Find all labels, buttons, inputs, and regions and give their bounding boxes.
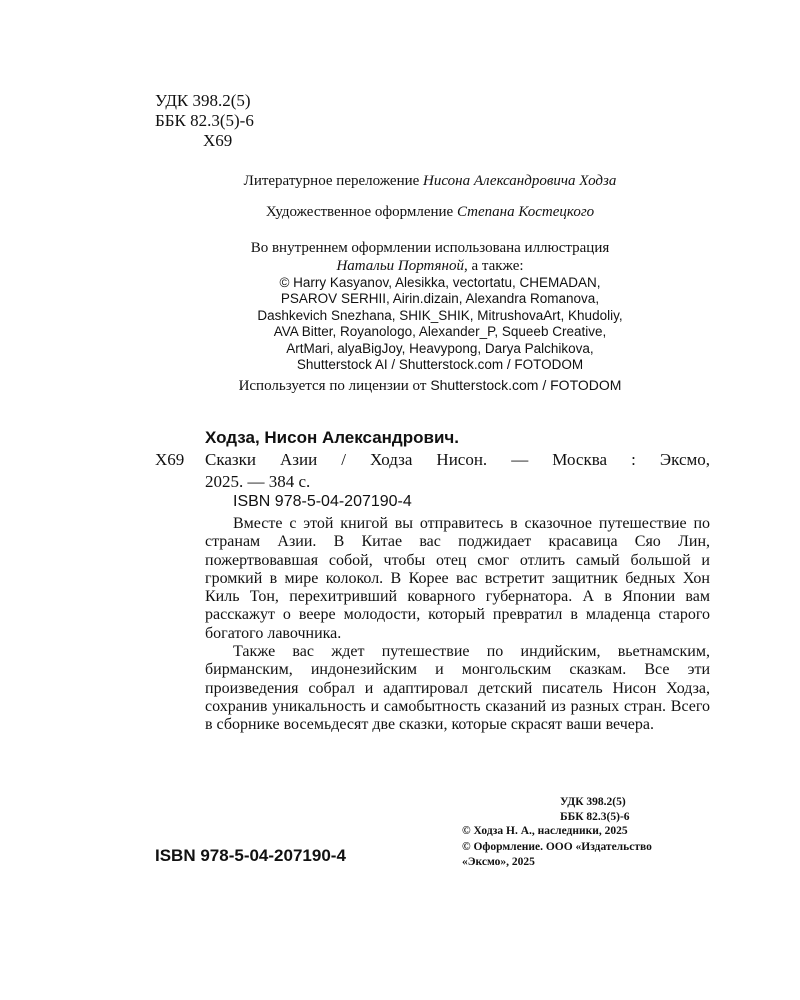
copyright-line: © Оформление. ООО «Издательство [462,840,652,853]
catalog-author: Ходза, Нисон Александрович. [205,428,459,447]
adaptation-name: Нисона Александровича Ходза [423,173,617,189]
license-line [150,377,710,395]
udk-code: УДК 398.2(5) [155,91,251,110]
image-credits [160,275,720,373]
copyright-block [462,824,652,871]
footer-isbn: ISBN 978-5-04-207190-4 [155,846,346,865]
illustration-suffix: , а также: [463,258,524,274]
design-name: Степана Костецкого [456,204,595,220]
annotation-paragraph: Вместе с этой книгой вы отправитесь в сказочное путешествие по странам Азии. В Китае вас поджидает красавица Сяо Лин, пожертвовавшая собой, чтобы отец смог отлить самый большой и громкий в мире колокол. В Корее вас встретит защитник бедных Хон Киль Тон, перехитривший коварного губернатора. А в Японии вам расскажут о веере молодости, который превратил в младенца старого богатого лавочника. [205,515,710,642]
image-credit-line: AVA Bitter, Royanologo, Alexander_P, Squeeb Creative, [273,324,607,340]
footer-bbk: ББК 82.3(5)-6 [560,811,630,823]
design-credit [120,203,740,221]
image-credit-line: Shutterstock AI / Shutterstock.com / FOTODOM [296,357,584,373]
catalog-isbn: ISBN 978-5-04-207190-4 [233,493,412,510]
illustrator-name: Натальи Портяной [336,258,464,274]
catalog-cipher: Х69 [155,450,185,469]
author-cipher: Х69 [203,131,233,150]
annotation-paragraph: Также вас ждет путешествие по индийским, вьетнамским, бирманским, индонезийским и монгольским сказкам. Все эти произведения собрал и адаптировал детский писатель Нисон Ходза, сохранив уникальность и самобытность сказаний из разных стран. Всего в сборнике восемьдесят две сказки, которые скрасят ваши вечера. [205,643,710,734]
catalog-title-line: Сказки Азии / Ходза Нисон. — Москва : Эксмо, [205,450,710,469]
illustration-name-line [120,257,740,275]
catalog-title-line-2: 2025. — 384 с. [205,472,311,491]
image-credit-line: Dashkevich Snezhana, SHIK_SHIK, MitrushovaArt, Khudoliy, [257,307,623,323]
illustration-line: Во внутреннем оформлении использована иллюстрация [250,240,610,256]
copyright-line: © Ходза Н. А., наследники, 2025 [462,825,628,837]
illustration-credit [120,239,740,275]
design-label: Художественное оформление [265,204,454,220]
license-source: Shutterstock.com / FOTODOM [430,377,622,393]
image-credit-line: ArtMari, alyaBigJoy, Heavypong, Darya Palchikova, [286,340,594,356]
adaptation-label: Литературное переложение [243,173,420,189]
annotation [205,515,710,735]
bbk-code: ББК 82.3(5)-6 [155,111,254,130]
image-credit-line: PSAROV SERHII, Airin.dizain, Alexandra Romanova, [280,291,600,307]
license-text: Используется по лицензии от [238,378,427,394]
footer-udk: УДК 398.2(5) [560,796,626,808]
classification-codes [155,91,254,151]
copyright-line: «Эксмо», 2025 [462,856,535,868]
footer-codes [560,795,710,825]
adaptation-credit [120,172,740,190]
image-credit-line: © Harry Kasyanov, Alesikka, vectortatu, CHEMADAN, [279,275,601,290]
